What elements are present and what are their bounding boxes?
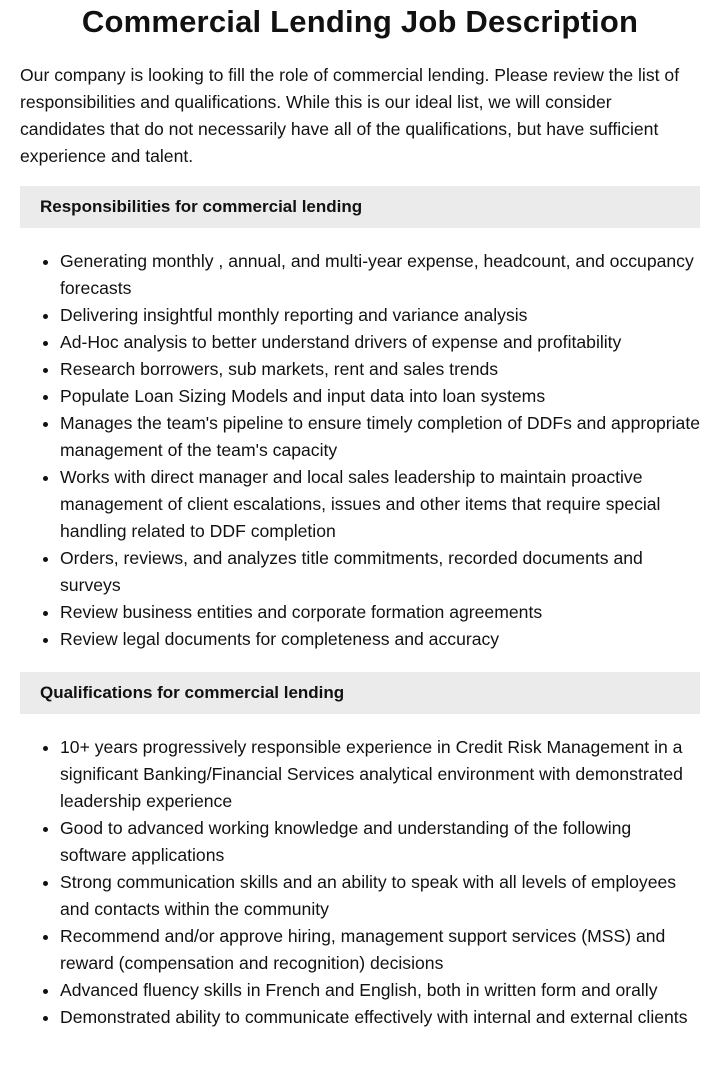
list-item: • Demonstrated ability to communicate effectively with internal and external clients [60, 1004, 700, 1031]
list-item: • Populate Loan Sizing Models and input data into loan systems [60, 383, 700, 410]
list-item: • Manages the team's pipeline to ensure timely completion of DDFs and appropriate management of the team's capacity [60, 410, 700, 464]
list-item: • Ad-Hoc analysis to better understand drivers of expense and profitability [60, 329, 700, 356]
intro-paragraph: Our company is looking to fill the role of commercial lending. Please review the list of responsibilities and qualifications. While this is our ideal list, we will consider candidates that do not necessarily have all of the qualifications, but have sufficient experience and talent. [20, 65, 680, 166]
list-item: • Good to advanced working knowledge and understanding of the following software applications [60, 815, 700, 869]
list-item: • Delivering insightful monthly reporting and variance analysis [60, 302, 700, 329]
responsibilities-heading: Responsibilities for commercial lending [20, 186, 700, 228]
qualifications-heading: Qualifications for commercial lending [20, 672, 700, 714]
list-item: • Review legal documents for completeness and accuracy [60, 626, 700, 653]
list-item: • Research borrowers, sub markets, rent and sales trends [60, 356, 700, 383]
list-item: • Advanced fluency skills in French and English, both in written form and orally [60, 977, 700, 1004]
responsibilities-list [20, 248, 700, 653]
qualifications-list [20, 734, 700, 1031]
list-item: • 10+ years progressively responsible experience in Credit Risk Management in a significant Banking/Financial Services analytical environment with demonstrated leadership experience [60, 734, 700, 815]
list-item: • Strong communication skills and an ability to speak with all levels of employees and contacts within the community [60, 869, 700, 923]
list-item: • Recommend and/or approve hiring, management support services (MSS) and reward (compensation and recognition) decisions [60, 923, 700, 977]
list-item: • Generating monthly , annual, and multi-year expense, headcount, and occupancy forecasts [60, 248, 700, 302]
page-title: Commercial Lending Job Description [81, 4, 639, 39]
list-item: • Review business entities and corporate formation agreements [60, 599, 700, 626]
list-item: • Orders, reviews, and analyzes title commitments, recorded documents and surveys [60, 545, 700, 599]
list-item: • Works with direct manager and local sales leadership to maintain proactive management of client escalations, issues and other items that require special handling related to DDF completion [60, 464, 700, 545]
